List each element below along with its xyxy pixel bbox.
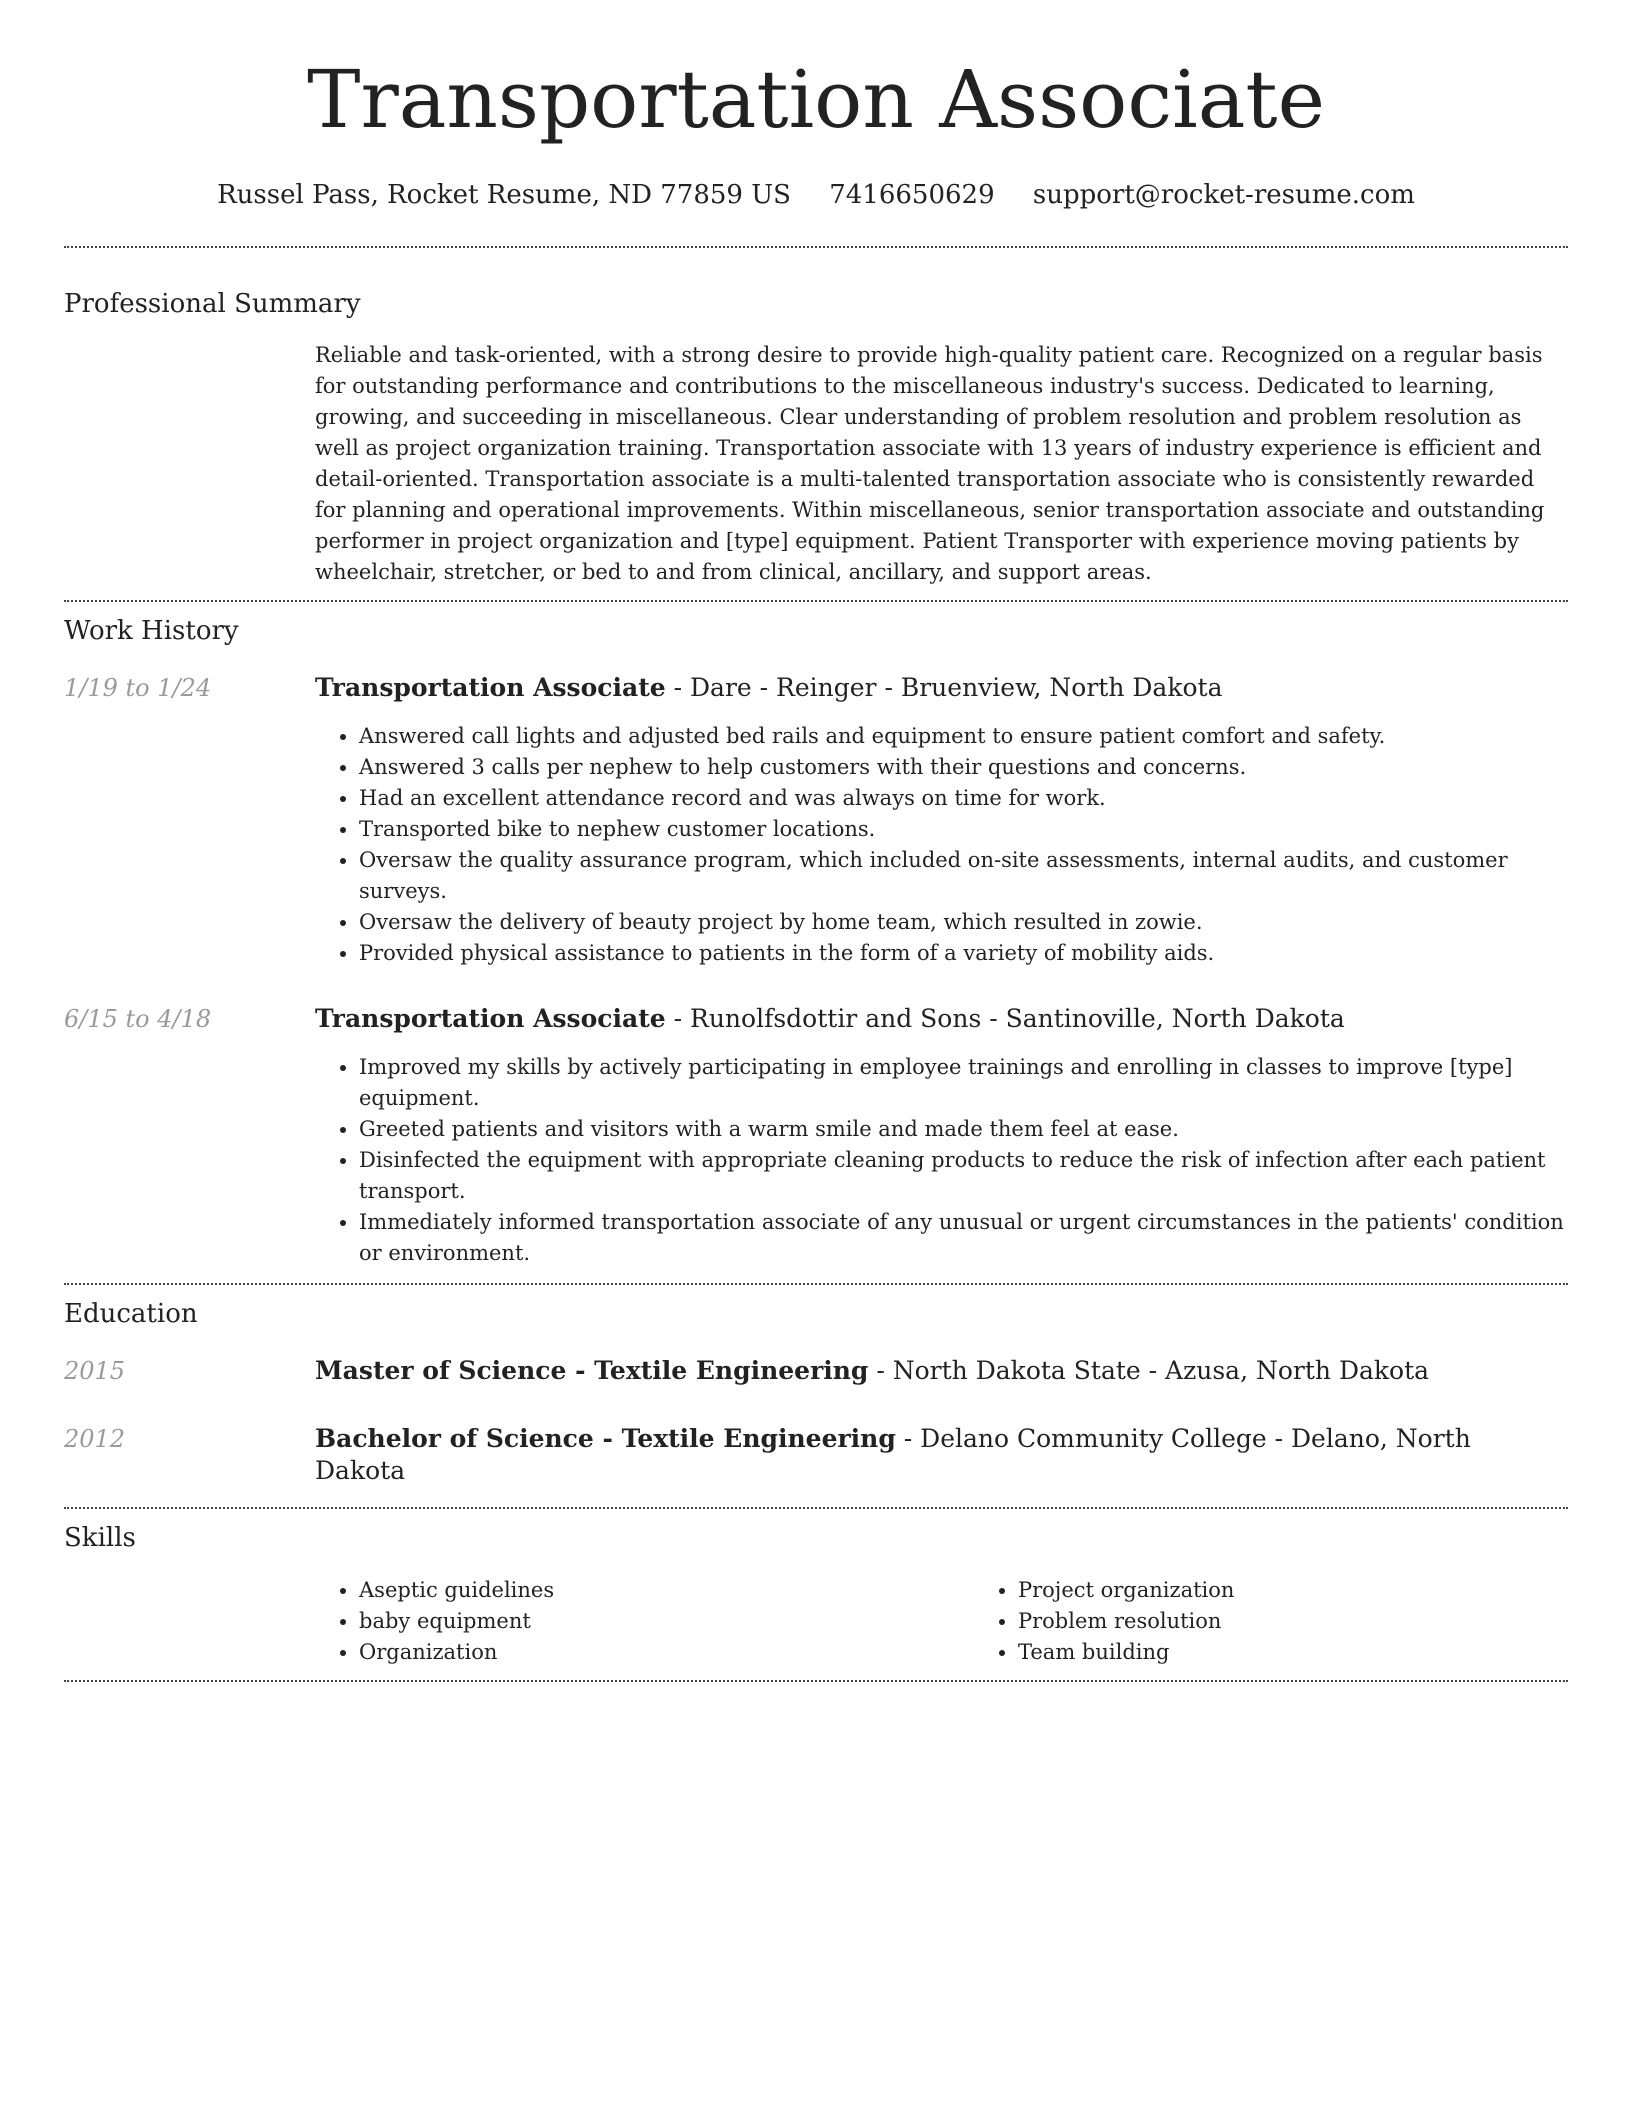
job-employer: - Dare - Reinger - Bruenview, North Dakota: [665, 673, 1223, 702]
summary-section: [64, 248, 1568, 588]
job-position: Transportation Associate: [315, 1004, 666, 1033]
list-item: • Organization: [359, 1637, 974, 1668]
list-item: • Transported bike to nephew customer locations.: [359, 814, 1568, 845]
list-item: • Aseptic guidelines: [359, 1575, 974, 1606]
list-item: • Immediately informed transportation associate of any unusual or urgent circumstances in the patients' condition or environment.: [359, 1207, 1568, 1269]
job-bullets: [315, 721, 1568, 969]
education-degree: Bachelor of Science - Textile Engineering: [315, 1424, 896, 1453]
education-section: [64, 1285, 1568, 1487]
skills-column-2: [974, 1575, 1632, 1668]
job-entry: [64, 672, 1568, 969]
skills-column-1: [315, 1575, 974, 1668]
list-item: • Improved my skills by actively participating in employee trainings and enrolling in classes to improve [type] equipment.: [359, 1052, 1568, 1114]
job-entry: [64, 1003, 1568, 1269]
education-entry: [64, 1423, 1568, 1487]
job-position: Transportation Associate: [315, 673, 666, 702]
list-item: • Oversaw the delivery of beauty project by home team, which resulted in zowie.: [359, 907, 1568, 938]
job-dates: 6/15 to 4/18: [64, 1005, 212, 1033]
education-year: 2015: [64, 1357, 126, 1385]
contact-line: [64, 178, 1568, 212]
skills-grid: [315, 1575, 1632, 1668]
skills-section: [64, 1509, 1568, 1668]
resume-page: [64, 0, 1568, 1682]
job-employer: - Runolfsdottir and Sons - Santinoville, North Dakota: [665, 1004, 1345, 1033]
education-line: [315, 1423, 1568, 1487]
list-item: • Problem resolution: [1018, 1606, 1632, 1637]
job-heading: [315, 1003, 1568, 1035]
list-item: • Disinfected the equipment with appropriate cleaning products to reduce the risk of infection after each patient transport.: [359, 1145, 1568, 1207]
contact-phone: 7416650629: [829, 180, 995, 210]
section-title-education: Education: [64, 1299, 198, 1329]
education-degree: Master of Science - Textile Engineering: [315, 1356, 869, 1385]
education-year: 2012: [64, 1425, 126, 1453]
resume-name: Transportation Associate: [307, 53, 1325, 146]
list-item: • Had an excellent attendance record and was always on time for work.: [359, 783, 1568, 814]
list-item: • Oversaw the quality assurance program, which included on-site assessments, internal audits, and customer surveys.: [359, 845, 1568, 907]
education-school: - Delano Community College - Delano, North Dakota: [315, 1424, 1471, 1485]
job-dates: 1/19 to 1/24: [64, 674, 212, 702]
list-item: • Answered 3 calls per nephew to help customers with their questions and concerns.: [359, 752, 1568, 783]
job-bullets: [315, 1052, 1568, 1269]
list-item: • Greeted patients and visitors with a warm smile and made them feel at ease.: [359, 1114, 1568, 1145]
job-heading: [315, 672, 1568, 704]
list-item: • Provided physical assistance to patients in the form of a variety of mobility aids.: [359, 938, 1568, 969]
contact-address: Russel Pass, Rocket Resume, ND 77859 US: [217, 180, 791, 210]
education-entry: [64, 1355, 1568, 1387]
education-line: [315, 1355, 1568, 1387]
section-divider: [64, 1680, 1568, 1682]
education-school: - North Dakota State - Azusa, North Dakota: [868, 1356, 1430, 1385]
list-item: • Project organization: [1018, 1575, 1632, 1606]
section-title-skills: Skills: [64, 1523, 136, 1553]
list-item: • Team building: [1018, 1637, 1632, 1668]
contact-email: support@rocket-resume.com: [1032, 180, 1415, 210]
list-item: • baby equipment: [359, 1606, 974, 1637]
work-section: [64, 602, 1568, 1269]
section-title-summary: Professional Summary: [64, 289, 361, 319]
summary-text: Reliable and task-oriented, with a strong desire to provide high-quality patient care. Recognized on a regular basis for outstanding performance and contributions to the miscellaneous industry's success. Dedicated to learning, growing, and succeeding in miscellaneous. Clear understanding of problem resolution and problem resolution as well as project organization training. Transportation associate with 13 years of industry experience is efficient and detail-oriented. Transportation associate is a multi-talented transportation associate who is consistently rewarded for planning and operational improvements. Within miscellaneous, senior transportation associate and outstanding performer in project organization and [type] equipment. Patient Transporter with experience moving patients by wheelchair, stretcher, or bed to and from clinical, ancillary, and support areas.: [315, 343, 1545, 584]
list-item: • Answered call lights and adjusted bed rails and equipment to ensure patient comfort and safety.: [359, 721, 1568, 752]
section-title-work: Work History: [64, 616, 239, 646]
